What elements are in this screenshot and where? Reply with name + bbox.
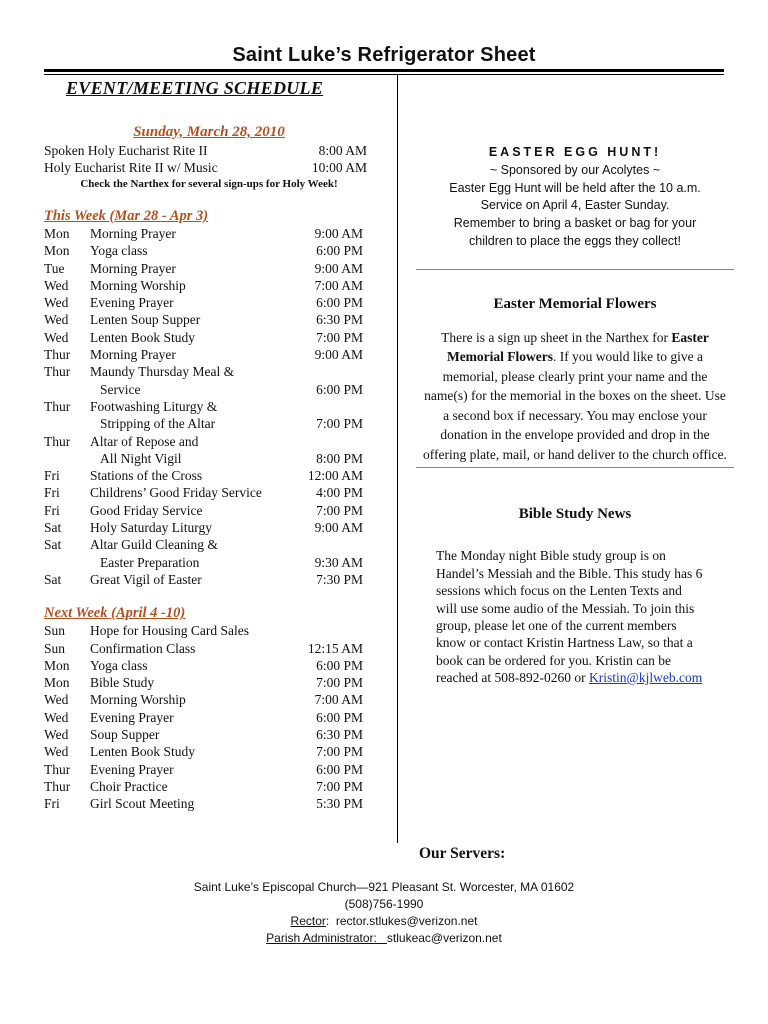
schedule-row — [44, 726, 374, 743]
event-time: 7:30 PM — [316, 571, 363, 587]
rector-email[interactable]: rector.stlukes@verizon.net — [335, 914, 478, 928]
next-week-heading: Next Week (April 4 -10) — [44, 605, 186, 622]
event-name: Childrens’ Good Friday Service — [90, 485, 262, 501]
event-time: 7:00 PM — [316, 502, 363, 518]
schedule-row — [44, 691, 374, 708]
event-time: 6:00 PM — [316, 243, 363, 259]
event-time: 6:00 PM — [316, 761, 363, 777]
section-divider — [416, 467, 734, 468]
news-column — [416, 74, 734, 687]
admin-label: Parish Administrator: — [266, 931, 377, 945]
footer — [44, 879, 724, 947]
event-name: Bible Study — [90, 675, 155, 691]
this-week-heading: This Week (Mar 28 - Apr 3) — [44, 208, 209, 224]
event-time: 7:00 PM — [316, 778, 363, 794]
event-name: Great Vigil of Easter — [90, 571, 202, 587]
event-time: 7:00 AM — [314, 277, 363, 293]
event-name: Holy Saturday Liturgy — [90, 520, 212, 536]
event-time: 8:00 PM — [316, 450, 363, 466]
event-day: Sat — [44, 520, 62, 536]
schedule-row — [44, 657, 374, 674]
schedule-row — [44, 674, 374, 691]
schedule-row — [44, 571, 374, 588]
event-name-cell — [88, 536, 285, 571]
schedule-row — [44, 743, 374, 760]
rector-line: Rector: rector.stlukes@verizon.net — [290, 914, 478, 928]
schedule-column — [44, 74, 374, 813]
event-name-cell — [88, 795, 285, 812]
event-name-cell — [88, 743, 285, 760]
service-name: Holy Eucharist Rite II w/ Music — [44, 160, 218, 175]
sunday-date-heading: Sunday, March 28, 2010 — [133, 124, 285, 140]
schedule-row — [44, 260, 374, 277]
event-day: Sun — [44, 640, 66, 656]
service-name: Spoken Holy Eucharist Rite II — [44, 143, 208, 158]
event-day: Thur — [44, 433, 71, 449]
schedule-row — [44, 536, 374, 571]
event-name-cell — [88, 622, 285, 639]
event-name: Good Friday Service — [90, 502, 203, 518]
schedule-row — [44, 242, 374, 259]
event-name: Morning Worship — [90, 277, 186, 293]
event-time: 6:00 PM — [316, 381, 363, 397]
event-day: Wed — [44, 329, 69, 345]
event-name-cell — [88, 778, 285, 795]
event-day: Mon — [44, 226, 70, 241]
event-day: Tue — [44, 260, 65, 276]
schedule-row — [44, 519, 374, 536]
event-day: Sat — [44, 571, 62, 587]
bible-study-title: Bible Study News — [518, 506, 632, 523]
event-name-cell — [88, 674, 285, 691]
event-day: Fri — [44, 485, 60, 501]
schedule-row — [44, 795, 374, 812]
easter-egg-line: ~ Sponsored by our Acolytes ~ — [489, 162, 661, 177]
event-day: Wed — [44, 692, 69, 708]
event-name-continued: Service — [100, 381, 141, 397]
event-time: 7:00 PM — [316, 329, 363, 345]
event-name: Morning Prayer — [90, 260, 176, 276]
event-name-continued: Easter Preparation — [100, 554, 200, 570]
next-week-list — [44, 622, 374, 812]
schedule-row — [44, 363, 374, 398]
event-name-cell — [88, 294, 285, 311]
event-day: Thur — [44, 761, 71, 777]
schedule-row — [44, 225, 374, 242]
easter-egg-line: Service on April 4, Easter Sunday. — [480, 198, 670, 213]
event-name: Morning Prayer — [90, 347, 176, 363]
schedule-row — [44, 622, 374, 639]
schedule-row — [44, 311, 374, 328]
event-name: Morning Prayer — [90, 226, 176, 241]
event-time: 9:30 AM — [314, 554, 363, 570]
event-time: 6:00 PM — [316, 709, 363, 725]
event-day: Sun — [44, 623, 66, 639]
event-name-cell — [88, 225, 285, 242]
event-time: 12:00 AM — [307, 468, 363, 484]
narthex-note: Check the Narthex for several sign-ups for Holy Week! — [80, 178, 338, 190]
schedule-row — [44, 398, 374, 433]
event-name: Altar Guild Cleaning & — [90, 537, 218, 553]
event-day: Fri — [44, 796, 60, 812]
schedule-row — [44, 502, 374, 519]
event-name-cell — [88, 519, 285, 536]
flowers-text-intro: There is a sign up sheet in the Narthex for — [441, 329, 672, 345]
event-name-cell — [88, 398, 285, 433]
event-name: Evening Prayer — [90, 295, 174, 311]
event-time: 6:30 PM — [316, 312, 363, 328]
schedule-heading: EVENT/MEETING SCHEDULE — [66, 78, 324, 98]
sunday-service-row — [44, 159, 374, 176]
event-name-cell — [88, 242, 285, 259]
service-time: 10:00 AM — [311, 160, 367, 175]
admin-email-spacer — [377, 931, 387, 945]
event-time: 9:00 AM — [314, 347, 363, 363]
schedule-row — [44, 433, 374, 468]
schedule-row — [44, 467, 374, 484]
schedule-row — [44, 346, 374, 363]
flowers-text — [416, 328, 734, 465]
schedule-row — [44, 329, 374, 346]
event-day: Thur — [44, 778, 71, 794]
event-time: 7:00 PM — [316, 675, 363, 691]
event-name-cell — [88, 346, 285, 363]
event-day: Wed — [44, 709, 69, 725]
event-day: Fri — [44, 502, 60, 518]
event-name-cell — [88, 277, 285, 294]
event-name: Evening Prayer — [90, 761, 174, 777]
event-name: Stations of the Cross — [90, 468, 203, 484]
admin-line — [44, 930, 724, 947]
event-name-continued: Stripping of the Altar — [100, 416, 216, 432]
event-time: 6:30 PM — [316, 727, 363, 743]
event-name: Confirmation Class — [90, 640, 196, 656]
event-name: Evening Prayer — [90, 709, 174, 725]
event-day: Wed — [44, 277, 69, 293]
event-name-cell — [88, 726, 285, 743]
flowers-title: Easter Memorial Flowers — [493, 295, 657, 312]
event-day: Mon — [44, 243, 70, 259]
event-time: 4:00 PM — [316, 485, 363, 501]
event-name-cell — [88, 640, 285, 657]
flowers-text-body: . If you would like to give a memorial, please clearly print your name and the name(s) for the memorial in the boxes on the sheet. Use a second box if necessary. You may enclose your donation in the envelope provided and drop in the offering plate, mail, or hand deliver to the church office. — [423, 349, 727, 462]
event-time: 7:00 PM — [316, 416, 363, 432]
easter-egg-line: Easter Egg Hunt will be held after the 10 a.m. — [449, 180, 701, 195]
event-time: 9:00 AM — [314, 520, 363, 536]
event-name-cell — [88, 502, 285, 519]
event-name: Lenten Soup Supper — [90, 312, 201, 328]
event-time: 6:00 PM — [316, 295, 363, 311]
page-title: Saint Luke’s Refrigerator Sheet — [232, 44, 536, 66]
event-name-cell — [88, 433, 285, 468]
schedule-row — [44, 484, 374, 501]
event-name-cell — [88, 761, 285, 778]
schedule-row — [44, 761, 374, 778]
event-name-cell — [88, 571, 285, 588]
service-time: 8:00 AM — [318, 143, 367, 158]
event-name-cell — [88, 329, 285, 346]
section-divider — [416, 269, 734, 270]
sunday-service-row — [44, 142, 374, 159]
event-day: Fri — [44, 468, 60, 484]
event-name-cell — [88, 484, 285, 501]
event-time: 7:00 AM — [314, 692, 363, 708]
admin-email[interactable]: stlukeac@verizon.net — [386, 931, 502, 945]
event-day: Wed — [44, 312, 69, 328]
event-name-cell — [88, 467, 285, 484]
our-servers-heading: Our Servers: — [419, 845, 506, 862]
event-day: Wed — [44, 295, 69, 311]
event-name: Soup Supper — [90, 727, 160, 743]
schedule-row — [44, 640, 374, 657]
event-day: Thur — [44, 364, 71, 380]
event-name-cell — [88, 657, 285, 674]
event-name: Yoga class — [90, 657, 148, 673]
event-name: Girl Scout Meeting — [90, 796, 195, 812]
schedule-row — [44, 709, 374, 726]
kristin-email-link[interactable]: Kristin@kjlweb.com — [588, 670, 703, 686]
event-name: Maundy Thursday Meal & — [90, 364, 235, 380]
event-time: 12:15 AM — [307, 640, 363, 656]
schedule-row — [44, 778, 374, 795]
event-time: 7:00 PM — [316, 744, 363, 760]
easter-egg-hunt-section — [416, 144, 734, 251]
column-divider — [397, 75, 398, 843]
event-day: Wed — [44, 727, 69, 743]
bible-study-body: The Monday night Bible study group is on Handel’s Messiah and the Bible. This study has 6 sessions which focus on the Lenten Texts and will use some audio of the Messiah. To join this group, please let one of the current members know or contact Kristin Hartness Law, so that a book can be ordered for you. Kristin can be reached at 508-892-0260 or — [436, 548, 703, 686]
event-name: Altar of Repose and — [90, 433, 199, 449]
event-time: 9:00 AM — [314, 260, 363, 276]
event-name: Hope for Housing Card Sales — [90, 623, 249, 639]
event-name-cell — [88, 363, 285, 398]
schedule-row — [44, 294, 374, 311]
event-name-cell — [88, 260, 285, 277]
event-name-cell — [88, 691, 285, 708]
this-week-list — [44, 225, 374, 588]
event-name: Yoga class — [90, 243, 148, 259]
schedule-row — [44, 277, 374, 294]
event-name: Choir Practice — [90, 778, 168, 794]
easter-egg-title: EASTER EGG HUNT! — [488, 145, 662, 159]
event-time: 5:30 PM — [316, 796, 363, 812]
event-name-continued: All Night Vigil — [100, 450, 182, 466]
event-day: Mon — [44, 657, 70, 673]
event-day: Sat — [44, 537, 62, 553]
church-address: Saint Luke’s Episcopal Church—921 Pleasant St. Worcester, MA 01602 — [193, 880, 575, 894]
event-day: Thur — [44, 347, 71, 363]
event-name: Lenten Book Study — [90, 329, 195, 345]
event-name-cell — [88, 311, 285, 328]
bible-study-text — [416, 547, 734, 686]
event-time — [285, 622, 374, 639]
event-time: 9:00 AM — [314, 226, 363, 241]
header-rule-thick — [44, 69, 724, 72]
easter-egg-line: children to place the eggs they collect! — [469, 233, 681, 248]
church-phone: (508)756-1990 — [344, 897, 424, 911]
event-name: Footwashing Liturgy & — [90, 398, 218, 414]
event-name: Lenten Book Study — [90, 744, 195, 760]
event-time: 6:00 PM — [316, 657, 363, 673]
rector-label: Rector — [290, 914, 326, 928]
event-day: Wed — [44, 744, 69, 760]
event-day: Mon — [44, 675, 70, 691]
event-day: Thur — [44, 398, 71, 414]
event-name-cell — [88, 709, 285, 726]
event-name: Morning Worship — [90, 692, 186, 708]
easter-egg-line: Remember to bring a basket or bag for your — [453, 216, 697, 231]
flowers-text-bold: Easter Memorial Flowers — [446, 329, 709, 365]
